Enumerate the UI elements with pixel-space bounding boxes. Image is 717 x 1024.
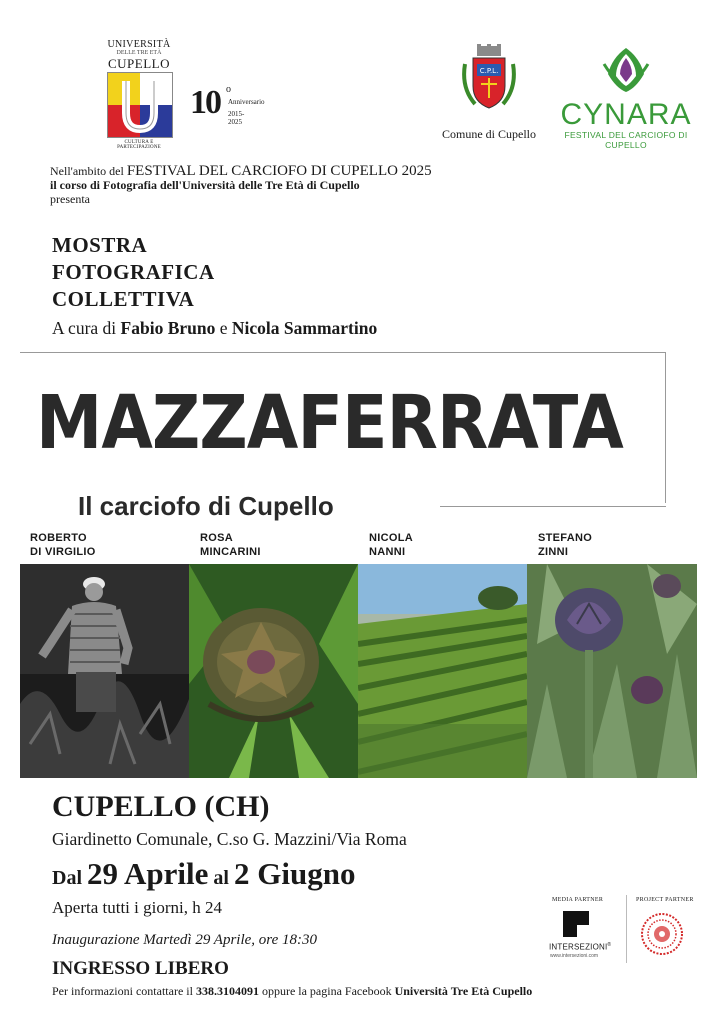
artist-1 xyxy=(30,531,96,559)
intro-prefix: Nell'ambito del xyxy=(50,164,127,178)
artist-3 xyxy=(369,531,413,559)
photo-artichoke-plants xyxy=(527,564,697,778)
curated-and: e xyxy=(215,318,232,338)
university-emblem xyxy=(107,72,173,138)
artist-first-name: ROSA xyxy=(200,532,233,544)
photo-artichoke-closeup xyxy=(189,564,358,778)
intro-line-1 xyxy=(50,164,650,178)
media-partner-label: MEDIA PARTNER xyxy=(552,897,604,903)
intro-line-3: presenta xyxy=(50,192,90,206)
event-address: Giardinetto Comunale, C.so G. Mazzini/Via Roma xyxy=(52,829,407,849)
media-partner-url: www.intersezioni.com xyxy=(550,953,599,959)
artist-last-name: ZINNI xyxy=(538,546,569,558)
cynara-name: CYNARA xyxy=(560,98,692,131)
festival-name: FESTIVAL DEL CARCIOFO DI CUPELLO 2025 xyxy=(126,163,432,179)
curator-2: Nicola Sammartino xyxy=(231,318,378,338)
artist-last-name: NANNI xyxy=(369,546,406,558)
university-tagline: CULTURA E PARTECIPAZIONE xyxy=(117,140,161,150)
subtitle-rule xyxy=(440,506,666,507)
artist-first-name: ROBERTO xyxy=(30,532,87,544)
artist-2 xyxy=(200,531,261,559)
artist-first-name: NICOLA xyxy=(369,532,413,544)
exhibit-line-1: MOSTRA xyxy=(52,233,148,257)
intersezioni-logo-notch xyxy=(577,925,589,937)
project-partner-label: PROJECT PARTNER xyxy=(636,897,694,903)
info-prefix: Per informazioni contattare il xyxy=(52,984,196,998)
dates-to-word: al xyxy=(208,867,234,889)
comune-logo xyxy=(434,44,544,142)
intro-text xyxy=(50,164,650,206)
partner-divider xyxy=(626,895,627,963)
event-hours: Aperta tutti i giorni, h 24 xyxy=(52,898,222,917)
anniversary-label: Anniversario xyxy=(228,98,265,106)
university-city: CUPELLO xyxy=(108,56,170,71)
exhibit-heading xyxy=(52,232,215,313)
university-logo xyxy=(104,40,174,150)
comune-label: Comune di Cupello xyxy=(442,127,536,141)
university-name: UNIVERSITÀ xyxy=(107,39,171,50)
facebook-page: Università Tre Età Cupello xyxy=(394,984,533,998)
end-date: 2 Giugno xyxy=(233,856,356,891)
project-partner-stamp-icon xyxy=(640,912,684,956)
cynara-subtitle: FESTIVAL DEL CARCIOFO DI CUPELLO xyxy=(564,130,688,150)
exhibit-line-3: COLLETTIVA xyxy=(52,287,195,311)
photo-artichoke-field xyxy=(358,564,527,778)
artist-last-name: MINCARINI xyxy=(200,546,261,558)
artichoke-icon xyxy=(600,44,652,94)
curator-1: Fabio Bruno xyxy=(120,318,216,338)
free-entry: INGRESSO LIBERO xyxy=(52,958,229,979)
subtitle-wrap xyxy=(68,488,344,524)
intro-line-2: il corso di Fotografia dell'Università delle Tre Età di Cupello xyxy=(50,178,360,192)
dates-from-word: Dal xyxy=(52,867,87,889)
contact-info xyxy=(52,984,532,999)
media-partner-name: INTERSEZIONI® xyxy=(549,942,612,952)
crest-icon xyxy=(459,44,519,118)
curators xyxy=(52,318,377,339)
cynara-logo xyxy=(558,44,694,150)
info-mid: oppure la pagina Facebook xyxy=(258,984,395,998)
anniversary-ordinal: o xyxy=(226,84,231,95)
anniversary-badge xyxy=(190,84,265,126)
artist-last-name: DI VIRGILIO xyxy=(30,546,96,558)
photo-farmer-bw xyxy=(20,564,189,778)
crest-initials: C.P.L. xyxy=(479,67,499,75)
artist-4 xyxy=(538,531,592,559)
start-date: 29 Aprile xyxy=(87,856,209,891)
exhibit-title: MAZZAFERRATA xyxy=(36,380,623,466)
exhibit-subtitle: Il carciofo di Cupello xyxy=(78,491,334,521)
inauguration: Inaugurazione Martedì 29 Aprile, ore 18:30 xyxy=(52,932,317,948)
anniversary-years: 2015-2025 xyxy=(228,110,245,126)
curated-prefix: A cura di xyxy=(52,318,121,338)
exhibit-line-2: FOTOGRAFICA xyxy=(52,260,215,284)
university-subname: DELLE TRE ETÀ xyxy=(116,50,162,56)
phone-number: 338.3104091 xyxy=(195,984,259,998)
artist-first-name: STEFANO xyxy=(538,532,593,544)
event-place: CUPELLO (CH) xyxy=(52,790,270,823)
anniversary-number: 10 xyxy=(190,84,220,121)
event-dates xyxy=(52,856,355,892)
